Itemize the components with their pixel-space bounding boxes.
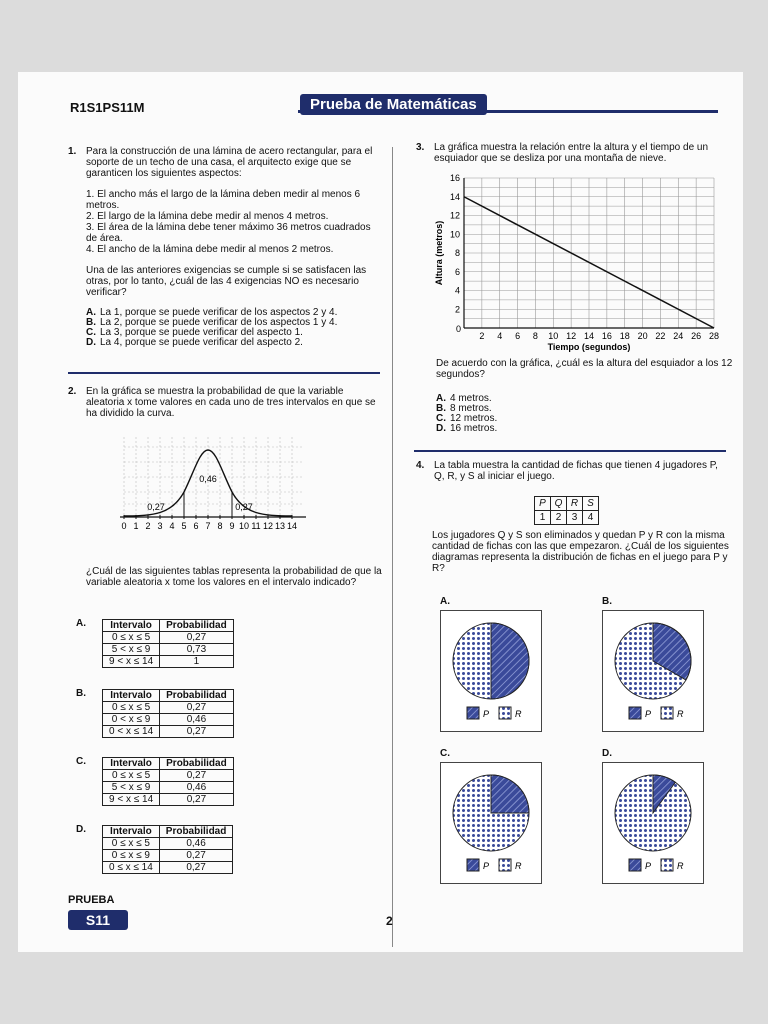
x-tick-label: 12: [566, 331, 577, 341]
interval-cell: 0 ≤ x ≤ 5: [103, 838, 160, 850]
normal-curve-chart: [114, 432, 314, 542]
q3-option-d[interactable]: D. 16 metros.: [436, 423, 498, 434]
q4-option-diagram[interactable]: [602, 762, 704, 884]
prob-center-label: 0,46: [199, 474, 217, 484]
interval-cell: 0 < x ≤ 14: [103, 726, 160, 738]
exam-code: R1S1PS11M: [70, 100, 145, 115]
probability-cell: 0,27: [159, 862, 233, 874]
q1-aspect: 4. El ancho de la lámina debe medir al menos 2 metros.: [86, 244, 334, 255]
q1-aspect: 2. El largo de la lámina debe medir al menos 4 metros.: [86, 211, 329, 222]
y-tick-label: 14: [449, 191, 460, 202]
x-tick-label: 12: [262, 521, 274, 531]
q4: [416, 460, 731, 482]
y-tick-label: 16: [449, 173, 460, 183]
x-tick-label: 2: [479, 331, 485, 341]
q4-option-diagram[interactable]: [602, 610, 704, 732]
col-interval: Intervalo: [103, 690, 160, 702]
q1-option-b[interactable]: B. La 2, porque se puede verificar de los aspectos 1 y 4.: [86, 317, 338, 328]
tokens-value: 4: [583, 511, 599, 525]
tokens-header: Q: [551, 497, 567, 511]
interval-cell: 0 ≤ x ≤ 9: [103, 850, 160, 862]
col-probability: Probabilidad: [159, 826, 233, 838]
q4-option-diagram[interactable]: [440, 610, 542, 732]
q2-stem: En la gráfica se muestra la probabilidad de que la variable aleatoria x tome valores en cada uno de tres intervalos en que se ha dividido la curva.: [86, 386, 376, 419]
interval-cell: 9 < x ≤ 14: [103, 656, 160, 668]
x-tick-label: 4: [497, 331, 503, 341]
interval-cell: 0 ≤ x ≤ 5: [103, 770, 160, 782]
grid: [464, 178, 714, 328]
x-tick-label: 6: [515, 331, 521, 341]
tokens-value: 1: [535, 511, 551, 525]
probability-cell: 0,46: [160, 782, 234, 794]
probability-cell: 0,27: [160, 770, 234, 782]
q3: [416, 142, 731, 164]
x-tick-label: 3: [157, 521, 163, 531]
interval-cell: 0 ≤ x ≤ 14: [103, 862, 160, 874]
page-title: Prueba de Matemáticas: [300, 94, 487, 115]
divider-q3: [414, 450, 726, 452]
probability-cell: 0,27: [160, 702, 234, 714]
x-tick-label: 6: [193, 521, 199, 531]
col-interval: Intervalo: [103, 758, 160, 770]
q4-option-label[interactable]: C.: [440, 748, 450, 759]
probability-cell: 0,27: [159, 850, 233, 862]
q3-option-a[interactable]: A. 4 metros.: [436, 393, 492, 404]
interval-cell: 5 < x ≤ 9: [103, 782, 160, 794]
q2-option-table[interactable]: [102, 689, 234, 738]
legend-label-p: P: [483, 861, 490, 871]
q4-option-label[interactable]: B.: [602, 596, 612, 607]
q3-question: De acuerdo con la gráfica, ¿cuál es la altura del esquiador a los 12 segundos?: [436, 358, 733, 380]
tokens-header: R: [567, 497, 583, 511]
q2-option-table[interactable]: [102, 619, 234, 668]
q3-option-c[interactable]: C. 12 metros.: [436, 413, 498, 424]
q1-stem: Para la construcción de una lámina de acero rectangular, para el soporte de un techo de una casa, el arquitecto exige que se garanticen los siguientes aspectos:: [86, 146, 373, 179]
q4-number: 4.: [416, 460, 425, 471]
tokens-table: [534, 496, 599, 525]
q1-aspect: 3. El área de la lámina debe tener máximo 36 metros cuadrados de área.: [86, 222, 371, 244]
x-tick-label: 14: [583, 331, 595, 341]
probability-cell: 0,46: [160, 714, 234, 726]
legend-label-r: R: [515, 709, 522, 719]
y-tick-label: 12: [449, 210, 460, 221]
interval-cell: 0 < x ≤ 9: [103, 714, 160, 726]
x-tick-label: 22: [655, 331, 666, 341]
height-time-chart: [428, 170, 728, 355]
col-interval: Intervalo: [103, 620, 160, 632]
q3-option-b[interactable]: B. 8 metros.: [436, 403, 492, 414]
y-tick-label: 2: [454, 304, 460, 315]
col-probability: Probabilidad: [160, 758, 234, 770]
x-tick-label: 20: [637, 331, 648, 341]
q4-option-label[interactable]: A.: [440, 596, 450, 607]
probability-cell: 0,27: [160, 794, 234, 806]
pie-slice-p: [491, 623, 529, 699]
q2-option-label[interactable]: C.: [76, 756, 86, 767]
x-tick-label: 9: [229, 521, 235, 531]
y-axis-label: Altura (metros): [434, 220, 444, 286]
legend-label-r: R: [677, 861, 684, 871]
x-tick-label: 24: [673, 331, 684, 341]
x-tick-label: 7: [205, 521, 211, 531]
q1-aspect: 1. El ancho más el largo de la lámina deben medir al menos 6 metros.: [86, 189, 361, 211]
x-tick-label: 2: [145, 521, 151, 531]
x-tick-label: 11: [251, 521, 261, 531]
legend-swatch-p: [467, 707, 479, 719]
q2-option-label[interactable]: D.: [76, 824, 86, 835]
x-axis-label: Tiempo (segundos): [547, 342, 631, 352]
q1-number: 1.: [68, 146, 77, 157]
origin-label: 0: [455, 324, 461, 334]
probability-cell: 0,27: [160, 726, 234, 738]
probability-cell: 0,46: [159, 838, 233, 850]
probability-cell: 1: [160, 656, 234, 668]
x-tick-label: 4: [169, 521, 175, 531]
q1-option-a[interactable]: A. La 1, porque se puede verificar de los aspectos 2 y 4.: [86, 307, 338, 318]
tokens-header: S: [583, 497, 599, 511]
col-interval: Intervalo: [103, 826, 160, 838]
interval-cell: 0 ≤ x ≤ 5: [103, 702, 160, 714]
q1-question: Una de las anteriores exigencias se cumple si se satisfacen las otras, por lo tanto, ¿cuál de las 4 exigencias NO es necesario verificar?: [86, 265, 367, 298]
q4-stem: La tabla muestra la cantidad de fichas que tienen 4 jugadores P, Q, R, y S al iniciar el juego.: [434, 460, 718, 482]
x-tick-label: 8: [532, 331, 538, 341]
q2-option-table[interactable]: [102, 825, 233, 874]
x-tick-label: 1: [133, 521, 139, 531]
q3-number: 3.: [416, 142, 425, 153]
legend-label-r: R: [515, 861, 522, 871]
legend-label-p: P: [483, 709, 490, 719]
q1-option-d[interactable]: D. La 4, porque se puede verificar del aspecto 2.: [86, 337, 303, 348]
x-tick-label: 0: [121, 521, 127, 531]
q2: [68, 386, 383, 419]
tokens-value: 3: [567, 511, 583, 525]
q3-stem: La gráfica muestra la relación entre la altura y el tiempo de un esquiador que se desliza por una montaña de nieve.: [434, 142, 709, 164]
interval-cell: 0 ≤ x ≤ 5: [103, 632, 160, 644]
x-tick-label: 28: [708, 331, 720, 341]
x-tick-label: 13: [274, 521, 286, 531]
footer-code: S11: [68, 910, 128, 930]
q2-option-table[interactable]: [102, 757, 234, 806]
x-tick-label: 18: [619, 331, 630, 341]
q4-question: Los jugadores Q y S son eliminados y quedan P y R con la misma cantidad de fichas con las que empezaron. ¿Cuál de los siguientes diagramas representa la distribución de fichas en el juego para P y R?: [432, 530, 729, 574]
legend-swatch-r: [661, 859, 673, 871]
divider-q1: [68, 372, 380, 374]
legend-label-p: P: [645, 861, 652, 871]
x-tick-label: 26: [691, 331, 702, 341]
pie-slice-p: [491, 775, 529, 813]
q2-option-label[interactable]: B.: [76, 688, 86, 699]
q4-option-diagram[interactable]: [440, 762, 542, 884]
probability-cell: 0,73: [160, 644, 234, 656]
x-tick-label: 10: [548, 331, 559, 341]
y-tick-label: 6: [454, 266, 460, 277]
q1: [68, 146, 383, 348]
interval-cell: 5 < x ≤ 9: [103, 644, 160, 656]
legend-swatch-p: [467, 859, 479, 871]
col-probability: Probabilidad: [160, 690, 234, 702]
legend-label-r: R: [677, 709, 684, 719]
tokens-header: P: [535, 497, 551, 511]
q2-question: ¿Cuál de las siguientes tablas representa la probabilidad de que la variable aleatoria x tome los valores en el intervalo indicado?: [86, 566, 382, 588]
legend-swatch-r: [661, 707, 673, 719]
q4-option-label[interactable]: D.: [602, 748, 612, 759]
interval-cell: 9 < x ≤ 14: [103, 794, 160, 806]
x-tick-label: 8: [217, 521, 223, 531]
q1-option-c[interactable]: C. La 3, porque se puede verificar del aspecto 1.: [86, 327, 303, 338]
probability-cell: 0,27: [160, 632, 234, 644]
legend-label-p: P: [645, 709, 652, 719]
y-tick-label: 8: [454, 248, 460, 258]
legend-swatch-p: [629, 707, 641, 719]
prob-right-label: 0,27: [235, 502, 253, 512]
q2-number: 2.: [68, 386, 77, 397]
page-number: 2: [386, 914, 393, 928]
legend-swatch-p: [629, 859, 641, 871]
x-tick-label: 10: [238, 521, 250, 531]
exam-page: [18, 72, 743, 952]
x-tick-label: 5: [181, 521, 187, 531]
legend-swatch-r: [499, 859, 511, 871]
q2-option-label[interactable]: A.: [76, 618, 86, 629]
prob-left-label: 0,27: [147, 502, 165, 512]
footer-prueba: PRUEBA: [68, 894, 115, 906]
tokens-value: 2: [551, 511, 567, 525]
x-tick-label: 16: [601, 331, 612, 341]
y-tick-label: 10: [449, 229, 460, 240]
y-tick-label: 4: [454, 285, 460, 296]
column-divider: [392, 147, 393, 947]
col-probability: Probabilidad: [160, 620, 234, 632]
legend-swatch-r: [499, 707, 511, 719]
x-tick-label: 14: [286, 521, 298, 531]
